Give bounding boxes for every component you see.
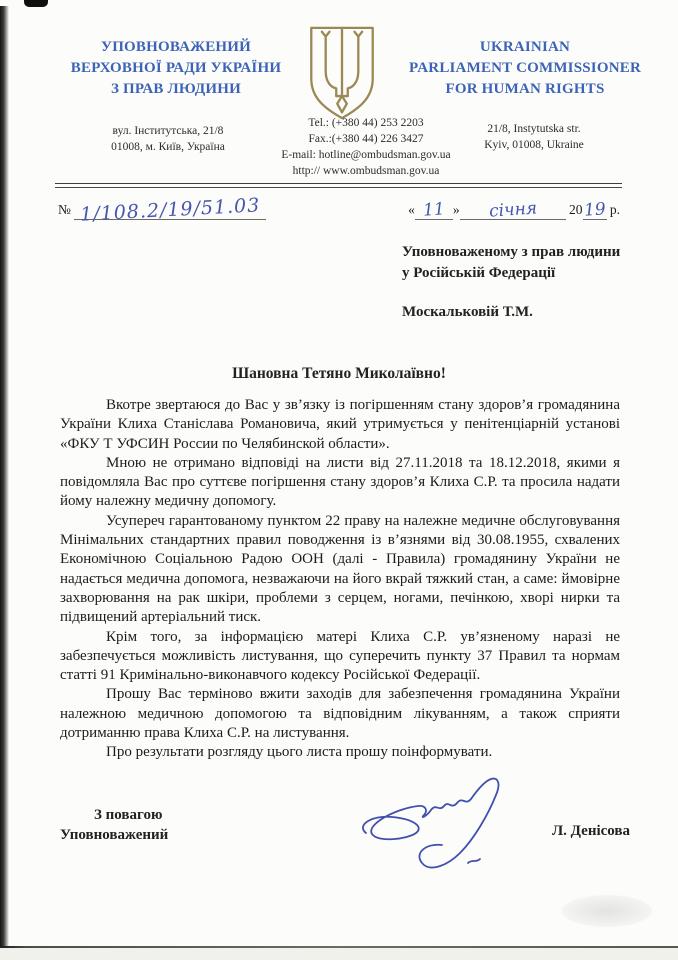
ukraine-trident-emblem-icon <box>302 25 382 121</box>
handwritten-year: 19 <box>583 199 607 221</box>
address-ua-line2: 01008, м. Київ, Україна <box>111 141 225 153</box>
org-en-line3: FOR HUMAN RIGHTS <box>445 81 605 97</box>
addressee-line2: у Російській Федерації <box>402 265 556 281</box>
year-prefix: 20 <box>569 202 583 217</box>
address-en-line1: 21/8, Instytutska str. <box>487 123 581 135</box>
address-english <box>444 121 624 153</box>
letter-body <box>60 396 620 763</box>
signature-scrawl-icon <box>352 777 522 897</box>
letterhead-contacts <box>0 115 678 177</box>
letterhead <box>0 0 678 121</box>
org-ua-line3: З ПРАВ ЛЮДИНИ <box>110 81 242 97</box>
address-ua-line1: вул. Інститутська, 21/8 <box>112 125 224 137</box>
signatory-name: Л. Денісова <box>552 822 631 839</box>
number-blank-line <box>74 194 266 226</box>
addressee-line1: Уповноваженому з прав людини <box>402 244 621 260</box>
reference-row <box>58 194 620 226</box>
paragraph-6: Про результати розгляду цього листа прошу поінформувати. <box>106 744 493 761</box>
handwritten-month: січня <box>488 198 538 222</box>
reference-date <box>408 199 620 220</box>
closing-title: Уповноважений <box>60 826 169 843</box>
month-blank-line <box>460 199 566 220</box>
org-en-line2: PARLIAMENT COMMISSIONER <box>409 60 641 76</box>
org-name-english <box>384 25 666 121</box>
fax-line: Fax.:(+380 44) 226 3427 <box>308 133 424 145</box>
addressee-name: Москальковій Т.М. <box>402 304 533 320</box>
closing-respect: З повагою <box>94 806 163 823</box>
letterhead-divider <box>55 183 622 188</box>
scan-top-notch-artifact <box>24 0 48 7</box>
org-en-line1: UKRAINIAN <box>479 39 571 55</box>
phone-line: Tel.: (+380 44) 253 2203 <box>308 117 424 129</box>
number-label: № <box>58 202 71 217</box>
scan-below-paper-artifact <box>0 948 678 960</box>
year-blank-line <box>583 199 607 220</box>
date-open-quote: « <box>408 202 415 217</box>
salutation: Шановна Тетяно Миколаївно! <box>232 365 446 382</box>
reference-number <box>58 194 266 226</box>
address-ukrainian <box>78 123 258 155</box>
paragraph-3: Усупереч гарантованому пунктом 22 праву на належне медичне обслуговування Мінімальних стандартних правил поводження із в’язнями від 30.08.1955, схвалених Економічною Соціальною Радою ООН (далі - Правила) громадянину України не надається медична допомога, незважаючи на його вкрай тяжкий стан, а саме: ймовірне захворювання на рак шкіри, проблеми з серцем, ногами, печінкою, хворі нирки та підвищений артеріальний тиск. <box>60 512 620 626</box>
org-ua-line1: УПОВНОВАЖЕНИЙ <box>100 39 251 55</box>
paragraph-1: Вкотре звертаюся до Вас у зв’язку із погіршенням стану здоров’я громадянина України Клиха Станіслава Романовича, який утримується у пенітенціарній установі «ФКУ Т УФСИН России по Челябинской области». <box>60 397 620 452</box>
website-line: http:// www.ombudsman.gov.ua <box>292 165 440 177</box>
email-line: E-mail: hotline@ombudsman.gov.ua <box>281 149 451 161</box>
handwritten-day: 11 <box>422 199 446 221</box>
paragraph-5: Прошу Вас терміново вжити заходів для забезпечення громадянина України належною медичною допомогою та відповідним лікуванням, а також сприяти дотриманню права Клиха С.Р. на листування. <box>60 686 620 742</box>
year-unit: р. <box>609 202 620 217</box>
day-blank-line <box>415 199 453 220</box>
closing-block <box>0 805 678 935</box>
addressee-block <box>402 242 678 323</box>
paragraph-2: Мною не отримано відповіді на листи від 27.11.2018 та 18.12.2018, якими я повідомляла Вас про суттєве погіршення стану здоров’я Клиха С.Р. та просила надати йому належну медичну допомогу. <box>60 454 620 510</box>
paragraph-4: Крім того, за інформацією матері Клиха С.Р. ув’язненому наразі не забезпечується можливість листування, що суперечить пункту 37 Правил та нормам статті 91 Кримінально-виконавчого кодексу Російської Федерації. <box>60 628 620 684</box>
handwritten-number: 1/108.2/19/51.03 <box>79 194 261 226</box>
address-en-line2: Kyiv, 01008, Ukraine <box>484 139 584 151</box>
org-name-ukrainian <box>50 25 302 121</box>
date-close-quote: » <box>452 202 460 217</box>
org-ua-line2: ВЕРХОВНОЇ РАДИ УКРАЇНИ <box>70 60 282 76</box>
